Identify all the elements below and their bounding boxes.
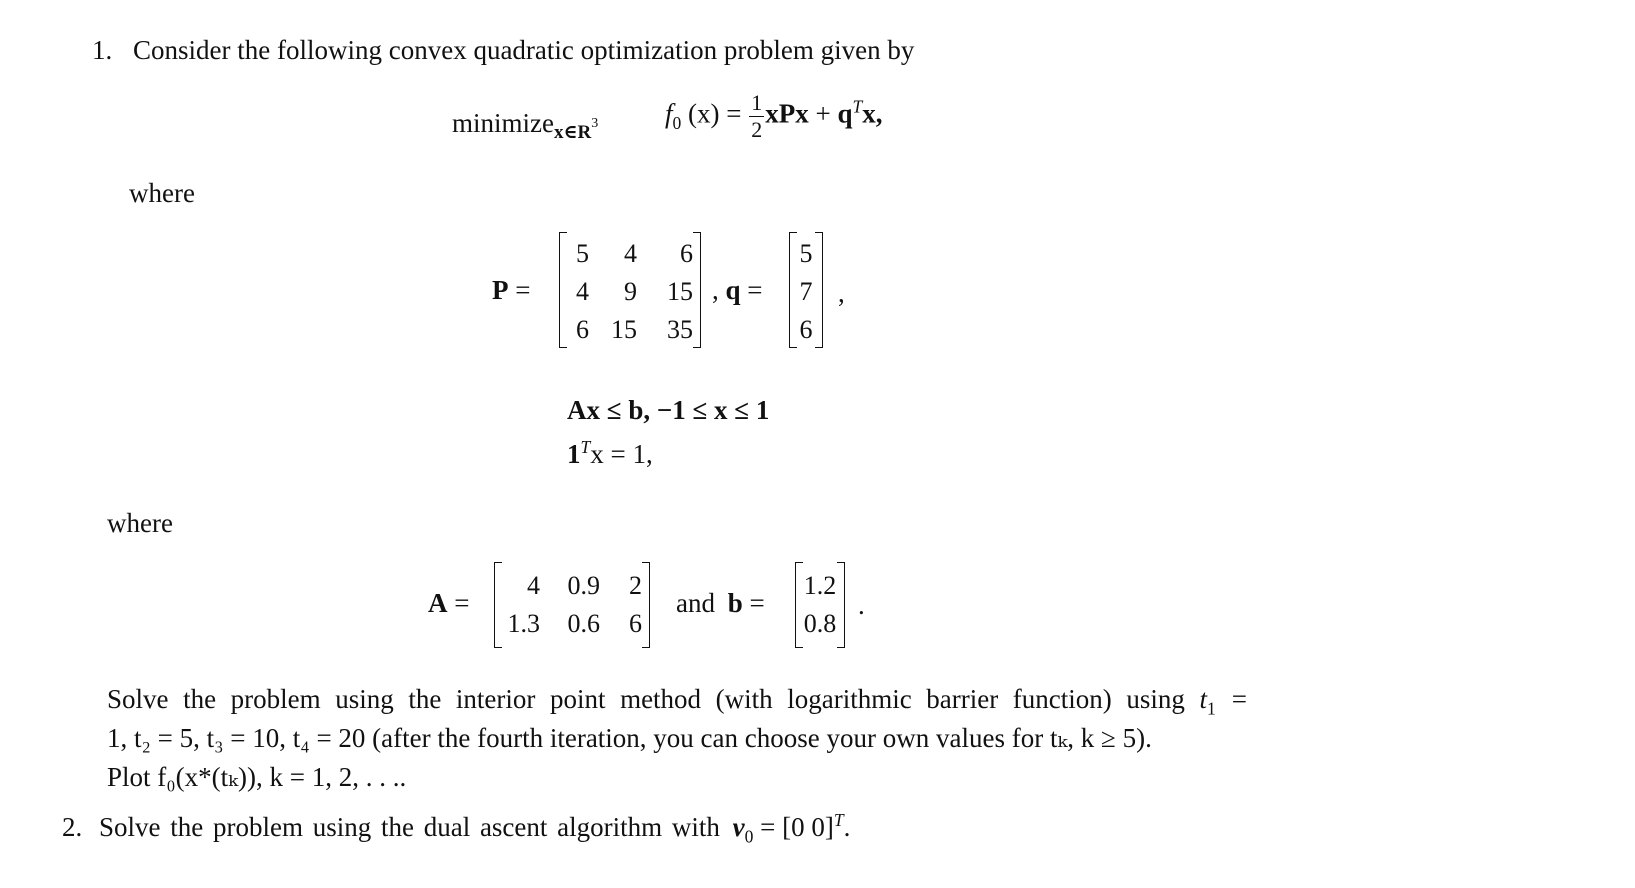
equals-sign: = [454, 588, 470, 618]
solve-line-1 [107, 680, 1247, 719]
b-vector-cells [799, 562, 841, 648]
q-symbol: q [837, 98, 853, 129]
solve-line-2: 1, t₂ = 5, t₃ = 10, t₄ = 20 (after the fourth iteration, you can choose your own values for tₖ, k ≥ 5). [107, 723, 1152, 753]
solve-paragraph [107, 680, 1247, 797]
P-cell: 4 [624, 239, 637, 268]
equals-sign: = [747, 275, 763, 305]
constraint-inequality: Ax ≤ b, −1 ≤ x ≤ 1 [567, 395, 770, 425]
t1-equals [1199, 680, 1247, 719]
b-symbol: b [727, 588, 743, 618]
word: (with [715, 684, 773, 714]
word: logarithmic [787, 684, 912, 714]
q-cell: 7 [799, 277, 813, 306]
P-cell: 6 [680, 239, 693, 268]
right-bracket [642, 562, 650, 648]
b-cell: 1.2 [803, 571, 837, 600]
A-row-2 [502, 609, 642, 639]
minimize-sub-sup: 3 [591, 116, 599, 132]
plus-sign: + [808, 98, 838, 129]
word: the [183, 684, 217, 714]
xPx-term: xPx [765, 98, 809, 129]
q-equation-label [712, 277, 763, 304]
solve-line-3: Plot f₀(x*(tₖ)), k = 1, 2, . . .. [107, 762, 407, 792]
P-cell: 15 [611, 315, 637, 344]
t-symbol: t [1199, 684, 1207, 714]
x-end: x, [862, 98, 883, 129]
one-half-fraction [749, 92, 764, 141]
P-cell: 4 [576, 277, 589, 306]
b-equation-label [676, 590, 765, 617]
b-vector [795, 562, 845, 648]
A-matrix [494, 562, 650, 648]
P-row-3 [567, 315, 693, 345]
A-cell: 1.3 [507, 609, 540, 638]
equals-sign: = [749, 588, 765, 618]
A-cell: 2 [629, 571, 642, 600]
nu-symbol: ν [732, 812, 745, 842]
A-row-1 [502, 571, 642, 601]
f-arg: (x) = [688, 98, 742, 129]
item-intro: Consider the following convex quadratic optimization problem given by [133, 35, 915, 65]
q-symbol: q [725, 275, 741, 305]
constraint-equality [567, 437, 653, 469]
word: point [549, 684, 606, 714]
q-vector [789, 232, 823, 348]
period-after-b: . [858, 590, 865, 620]
P-symbol: P [492, 275, 509, 305]
where-label-1: where [129, 178, 195, 208]
f-symbol: f [665, 98, 673, 129]
P-cell: 35 [667, 315, 693, 344]
and-word: and [676, 588, 715, 618]
q-transpose: T [852, 96, 863, 117]
left-bracket [559, 232, 567, 348]
P-cell: 15 [667, 277, 693, 306]
P-matrix [559, 232, 701, 348]
P-row-1 [567, 239, 693, 269]
q-cell: 6 [799, 315, 813, 344]
right-bracket [693, 232, 701, 348]
item-2 [62, 810, 851, 847]
word: using [335, 684, 394, 714]
word: barrier [926, 684, 999, 714]
A-cell: 0.6 [567, 609, 600, 638]
where-label-2: where [107, 508, 173, 538]
word: function) [1012, 684, 1112, 714]
A-equation-label [428, 590, 469, 617]
nu-sub: 0 [744, 826, 754, 847]
transpose-sup: T [833, 810, 844, 830]
A-symbol: A [428, 588, 448, 618]
A-cell: 6 [629, 609, 642, 638]
q-cell: 5 [799, 239, 813, 268]
item-2-text: Solve the problem using the dual ascent algorithm with [99, 812, 720, 842]
minimize-sub: x∈R [553, 122, 592, 144]
P-row-2 [567, 277, 693, 307]
A-cell: 4 [527, 571, 540, 600]
q-vector-cells [795, 232, 817, 348]
nu-value: = [0 0] [753, 812, 834, 842]
fraction-denominator: 2 [751, 117, 763, 142]
objective-function [665, 92, 883, 141]
fraction-numerator: 1 [751, 90, 763, 115]
P-cell: 5 [576, 239, 589, 268]
P-cell: 6 [576, 315, 589, 344]
minimize-word: minimize [452, 108, 554, 138]
A-matrix-cells [502, 562, 642, 648]
t-sub: 1 [1206, 698, 1216, 719]
left-bracket [494, 562, 502, 648]
f-sub: 0 [672, 113, 682, 134]
word: interior [455, 684, 536, 714]
item-number: 1. [92, 35, 113, 65]
equals-sign: = [1231, 684, 1247, 714]
transpose-sup: T [580, 437, 591, 457]
comma: , [712, 275, 726, 305]
A-cell: 0.9 [567, 571, 600, 600]
ones-vector: 1 [567, 439, 581, 469]
comma-after-q: , [838, 278, 845, 308]
item-1-heading [92, 37, 914, 64]
b-cell: 0.8 [803, 609, 837, 638]
P-cell: 9 [624, 277, 637, 306]
word: method [620, 684, 702, 714]
word: Solve [107, 684, 169, 714]
minimize-label [452, 108, 599, 144]
period: . [843, 812, 851, 842]
P-equation-label [492, 277, 530, 304]
word: using [1126, 684, 1185, 714]
P-matrix-cells [567, 232, 693, 348]
constraint-equality-rest: x = 1, [590, 439, 653, 469]
equals-sign: = [515, 275, 531, 305]
item-number: 2. [62, 812, 83, 842]
word: the [408, 684, 442, 714]
word: problem [230, 684, 321, 714]
